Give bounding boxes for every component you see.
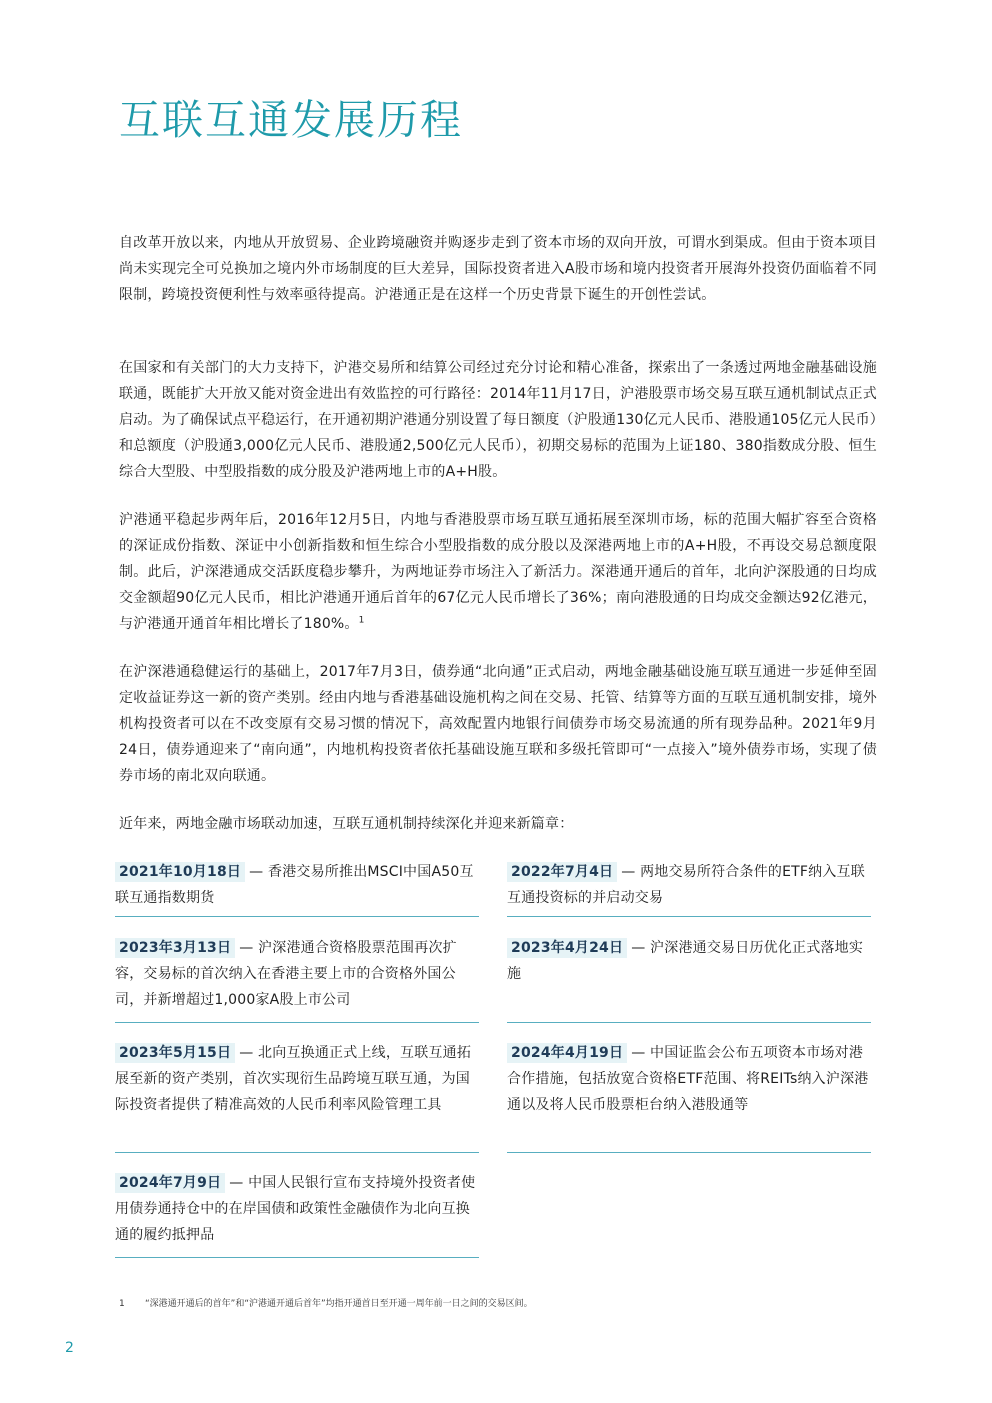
milestone-text: — 中国证监会公布五项资本市场对港合作措施，包括放宽合资格ETF范围、将REITs纳入沪深港通以及将人民币股票柜台纳入港股通等	[507, 1045, 869, 1113]
page-title: 互联互通发展历程	[119, 96, 463, 144]
milestone-item	[115, 1040, 479, 1153]
milestone-item	[115, 1170, 479, 1258]
milestone-item	[115, 859, 479, 917]
milestone-date: 2023年3月13日	[115, 938, 235, 958]
shenzhen-connect-paragraph	[119, 507, 877, 637]
milestone-text: — 沪深港通合资格股票范围再次扩容，交易标的首次纳入在香港主要上市的合资格外国公司，并新增超过1,000家A股上市公司	[115, 940, 457, 1008]
footnote-reference: 1	[358, 615, 365, 626]
milestone-date: 2023年5月15日	[115, 1043, 235, 1063]
milestone-date: 2024年7月9日	[115, 1173, 225, 1193]
milestone-item	[507, 935, 871, 1023]
milestone-date: 2023年4月24日	[507, 938, 627, 958]
milestone-date: 2022年7月4日	[507, 862, 617, 882]
milestone-item	[507, 859, 871, 917]
footnote	[119, 1297, 879, 1311]
milestone-text: — 两地交易所符合条件的ETF纳入互联互通投资标的并启动交易	[507, 864, 865, 906]
footnote-text: “深港通开通后的首年”和“沪港通开通后首年”均指开通首日至开通一周年前一日之间的交易区间。	[145, 1299, 533, 1309]
milestone-text: — 沪深港通交易日历优化正式落地实施	[507, 940, 864, 982]
page-number: 2	[65, 1340, 74, 1356]
footnote-number: 1	[119, 1299, 125, 1309]
milestone-text: — 香港交易所推出MSCI中国A50互联互通指数期货	[115, 864, 474, 906]
bond-connect-paragraph: 在沪深港通稳健运行的基础上，2017年7月3日，债券通“北向通”正式启动，两地金融基础设施互联互通进一步延伸至固定收益证券这一新的资产类别。经由内地与香港基础设施机构之间在交易、托管、结算等方面的互联互通机制安排，境外机构投资者可以在不改变原有交易习惯的情况下，高效配置内地银行间债券市场交易流通的所有现券品种。2021年9月24日，债券通迎来了“南向通”，内地机构投资者依托基础设施互联和多级托管即可“一点接入”境外债券市场，实现了债券市场的南北双向联通。	[119, 664, 877, 784]
milestone-date: 2021年10月18日	[115, 862, 245, 882]
recent-developments-intro: 近年来，两地金融市场联动加速，互联互通机制持续深化并迎来新篇章：	[119, 816, 574, 832]
intro-paragraph: 自改革开放以来，内地从开放贸易、企业跨境融资并购逐步走到了资本市场的双向开放，可谓水到渠成。但由于资本项目尚未实现完全可兑换加之境内外市场制度的巨大差异，国际投资者进入A股市场和境内投资者开展海外投资仍面临着不同限制，跨境投资便利性与效率亟待提高。沪港通正是在这样一个历史背景下诞生的开创性尝试。	[119, 235, 877, 303]
milestone-item	[115, 935, 479, 1023]
shenzhen-connect-text: 沪港通平稳起步两年后，2016年12月5日，内地与香港股票市场互联互通拓展至深圳市场，标的范围大幅扩容至合资格的深证成份指数、深证中小创新指数和恒生综合小型股指数的成分股以及深港两地上市的A+H股，不再设交易总额度限制。此后，沪深港通成交活跃度稳步攀升，为两地证券市场注入了新活力。深港通开通后的首年，北向沪深股通的日均成交金额超90亿元人民币，相比沪港通开通后首年的67亿元人民币增长了36%；南向港股通的日均成交金额达92亿港元，与沪港通开通首年相比增长了180%。	[119, 512, 877, 632]
milestone-date: 2024年4月19日	[507, 1043, 627, 1063]
milestone-text: — 北向互换通正式上线，互联互通拓展至新的资产类别，首次实现衍生品跨境互联互通，为国际投资者提供了精准高效的人民币利率风险管理工具	[115, 1045, 472, 1113]
milestone-text: — 中国人民银行宣布支持境外投资者使用债券通持仓中的在岸国债和政策性金融债作为北向互换通的履约抵押品	[115, 1175, 476, 1243]
milestone-item	[507, 1040, 871, 1153]
shanghai-connect-paragraph: 在国家和有关部门的大力支持下，沪港交易所和结算公司经过充分讨论和精心准备，探索出了一条透过两地金融基础设施联通，既能扩大开放又能对资金进出有效监控的可行路径：2014年11月17日，沪港股票市场交易互联互通机制试点正式启动。为了确保试点平稳运行，在开通初期沪港通分别设置了每日额度（沪股通130亿元人民币、港股通105亿元人民币）和总额度（沪股通3,000亿元人民币、港股通2,500亿元人民币），初期交易标的范围为上证180、380指数成分股、恒生综合大型股、中型股指数的成分股及沪港两地上市的A+H股。	[119, 360, 877, 480]
